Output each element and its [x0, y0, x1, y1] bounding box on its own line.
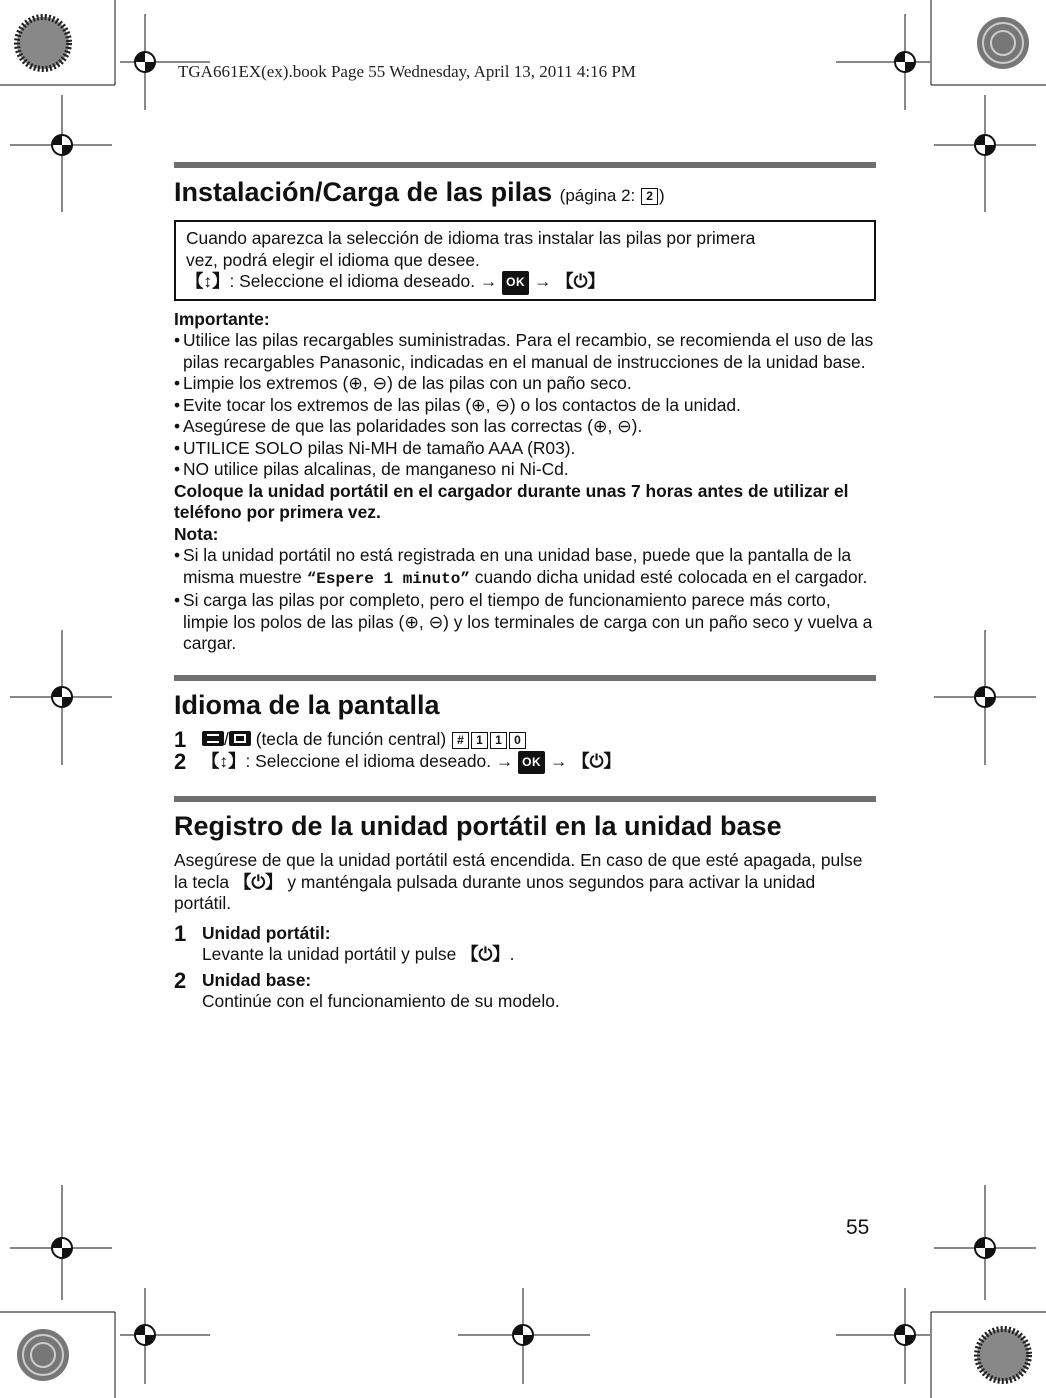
- ok-key-icon: OK: [502, 271, 529, 295]
- section-rule: [174, 162, 876, 168]
- step-1: 1 Unidad portátil: Levante la unidad portátil y pulse 【⏻】.: [174, 920, 515, 964]
- language-select-box: Cuando aparezca la selección de idioma tras instalar las pilas por primera vez, podrá elegir el idioma que desee. 【↕】: Seleccione el idioma deseado. → OK → 【⏻】: [174, 220, 876, 301]
- page-number: 55: [846, 1216, 870, 1239]
- print-header: TGA661EX(ex).book Page 55 Wednesday, April 13, 2011 4:16 PM: [178, 62, 636, 81]
- registro-intro: Asegúrese de que la unidad portátil está encendida. En caso de que esté apagada, pulse la tecla 【⏻】 y manténgala pulsada durante unos segundos para activar la unidad portátil.: [174, 850, 863, 913]
- list-item: • Utilice las pilas recargables suministradas. Para el recambio, se recomienda el uso de las pilas recargables Panasonic, indicadas en el manual de instrucciones de la unidad base.: [174, 330, 876, 373]
- section-title-instalacion: Instalación/Carga de las pilas (página 2: 2 ): [174, 177, 665, 207]
- registro-steps: [174, 920, 876, 1013]
- list-item: • Si carga las pilas por completo, pero el tiempo de funcionamiento parece más corto, limpie los polos de las pilas (⊕, ⊖) y los terminales de carga con un paño seco y vuelva a cargar.: [174, 590, 876, 655]
- section-title-registro: Registro de la unidad portátil en la unidad base: [174, 811, 782, 841]
- idioma-steps: [174, 726, 876, 775]
- off-key-icon: 【⏻】: [572, 750, 621, 771]
- section-rule: [174, 796, 876, 802]
- nav-key-icon: 【↕】: [186, 271, 230, 291]
- nota-label: Nota:: [174, 523, 219, 544]
- grid-key-icon: [229, 731, 251, 746]
- list-item: • Asegúrese de que las polaridades son las correctas (⊕, ⊖).: [174, 416, 876, 438]
- list-item: • UTILICE SOLO pilas Ni-MH de tamaño AAA (R03).: [174, 438, 876, 460]
- nav-key-icon: 【↕】: [202, 750, 246, 771]
- section-title-idioma: Idioma de la pantalla: [174, 689, 440, 720]
- list-item: • Si la unidad portátil no está registrada en una unidad base, puede que la pantalla de la misma muestre “Espere 1 minuto” cuando dicha unidad esté colocada en el cargador.: [174, 545, 876, 590]
- step-1: 1 / (tecla de función central) # 1 1 0: [174, 729, 876, 751]
- section-rule: [174, 675, 876, 681]
- ok-key-icon: OK: [518, 751, 545, 775]
- importante-label: Importante:: [174, 308, 270, 329]
- page-content: [174, 162, 876, 1013]
- off-key-icon: 【⏻】: [233, 871, 283, 892]
- charge-note: Coloque la unidad portátil en el cargador durante unas 7 horas antes de utilizar el teléfono por primera vez.: [174, 480, 849, 522]
- off-key-icon: 【⏻】: [461, 944, 510, 964]
- step-2: 2 【↕】: Seleccione el idioma deseado. → OK → 【⏻】: [174, 748, 621, 774]
- menu-key-icon: [202, 731, 224, 746]
- list-item: • NO utilice pilas alcalinas, de manganeso ni Ni-Cd.: [174, 459, 876, 481]
- nota-list: [174, 545, 876, 655]
- importante-list: [174, 330, 876, 481]
- step-2: 2 Unidad base: Continúe con el funcionamiento de su modelo.: [174, 967, 560, 1011]
- off-key-icon: 【⏻】: [556, 271, 605, 291]
- list-item: • Evite tocar los extremos de las pilas (⊕, ⊖) o los contactos de la unidad.: [174, 395, 876, 417]
- list-item: • Limpie los extremos (⊕, ⊖) de las pilas con un paño seco.: [174, 373, 876, 395]
